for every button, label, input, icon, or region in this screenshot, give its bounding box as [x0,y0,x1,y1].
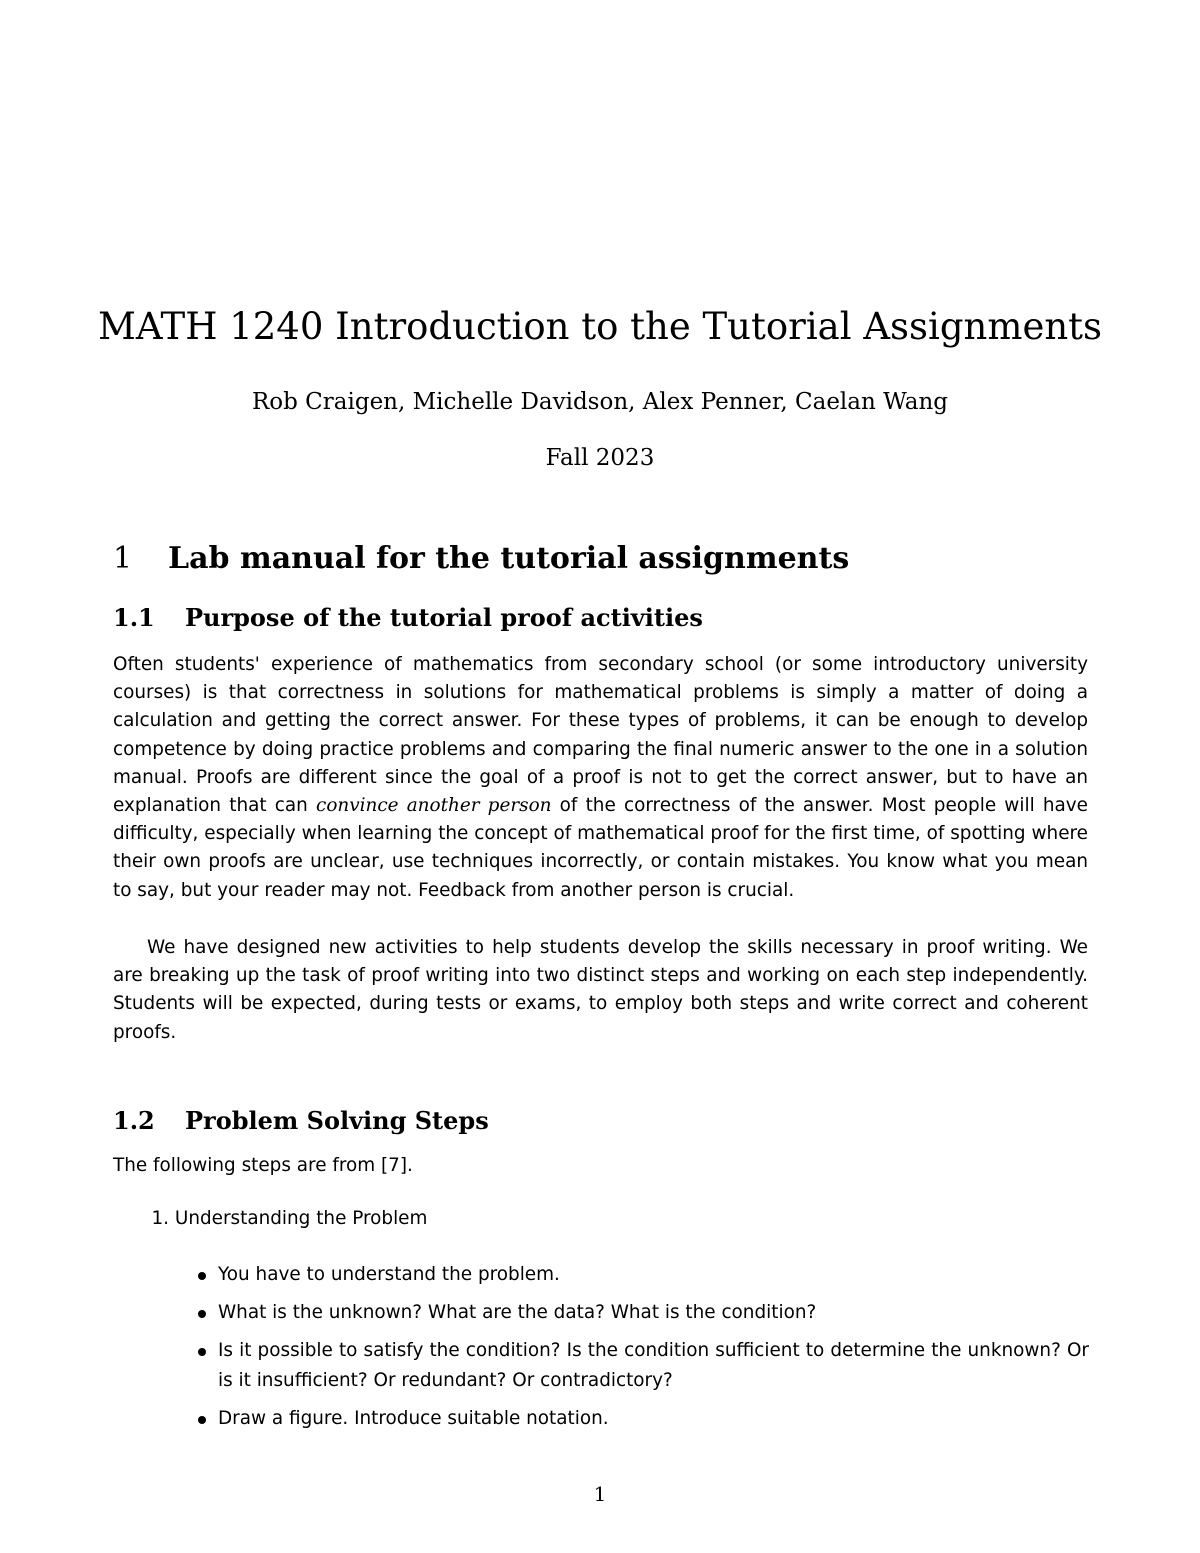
paragraph-purpose-1 [113,651,1088,905]
list-item-text: Is it possible to satisfy the condition? Is the condition sufficient to determine the unknown? Or is it insufficient? Or redundant? Or contradictory? [218,1340,1089,1391]
document-title: MATH 1240 Introduction to the Tutorial Assignments [97,305,1103,348]
subsection-heading-purpose [113,601,703,635]
step-label: 1. [151,1208,169,1229]
list-item [196,1404,1089,1434]
step-title: Understanding the Problem [174,1208,428,1229]
bullet-icon [198,1310,206,1318]
subsection-number: 1.1 [113,603,155,632]
document-authors: Rob Craigen, Michelle Davidson, Alex Penner, Caelan Wang [251,389,949,415]
list-item [196,1336,1089,1396]
list-item [196,1298,1089,1328]
document-date: Fall 2023 [545,445,655,471]
bullet-list [196,1260,1089,1442]
page-number: 1 [593,1482,607,1506]
subsection-number: 1.2 [113,1106,155,1135]
section-title: Lab manual for the tutorial assignments [168,541,850,576]
list-item-text: What is the unknown? What are the data? What is the condition? [218,1302,817,1323]
section-number: 1 [113,541,133,576]
subsection-title: Purpose of the tutorial proof activities [185,603,703,632]
bullet-icon [198,1348,206,1356]
emphasized-text: convince another person [316,795,552,817]
list-item [196,1260,1089,1290]
paragraph-purpose-2: We have designed new activities to help students develop the skills necessary in proof writing. We are breaking up the task of proof writing into two distinct steps and working on each step independently. Students will be expected, during tests or exams, to employ both steps and write correct and coherent proofs. [113,937,1088,1043]
list-item-text: You have to understand the problem. [218,1264,560,1285]
bullet-icon [198,1416,206,1424]
subsection-heading-problem-solving [113,1104,489,1138]
section-heading [113,538,849,580]
paragraph-text: Often students' experience of mathematics from secondary school (or some introductory university courses) is that correctness in solutions for mathematical problems is simply a matter of doing a calculation and getting the correct answer. For these types of problems, it can be enough to develop competence by doing practice problems and comparing the final numeric answer to the one in a solution manual. Proofs are different since the goal of a proof is not to get the correct answer, but to have an explanation that can [113,654,1088,817]
bullet-icon [198,1272,206,1280]
paragraph-steps-intro: The following steps are from [7]. [113,1155,413,1176]
subsection-title: Problem Solving Steps [185,1106,489,1135]
paragraph-text: of the correctness of the answer. Most people will have difficulty, especially when learning the concept of mathematical proof for the first time, of spotting where their own proofs are unclear, use techniques incorrectly, or contain mistakes. You know what you mean to say, but your reader may not. Feedback from another person is crucial. [113,795,1088,901]
list-item-text: Draw a figure. Introduce suitable notation. [218,1408,609,1429]
enumerated-step [113,1205,427,1233]
